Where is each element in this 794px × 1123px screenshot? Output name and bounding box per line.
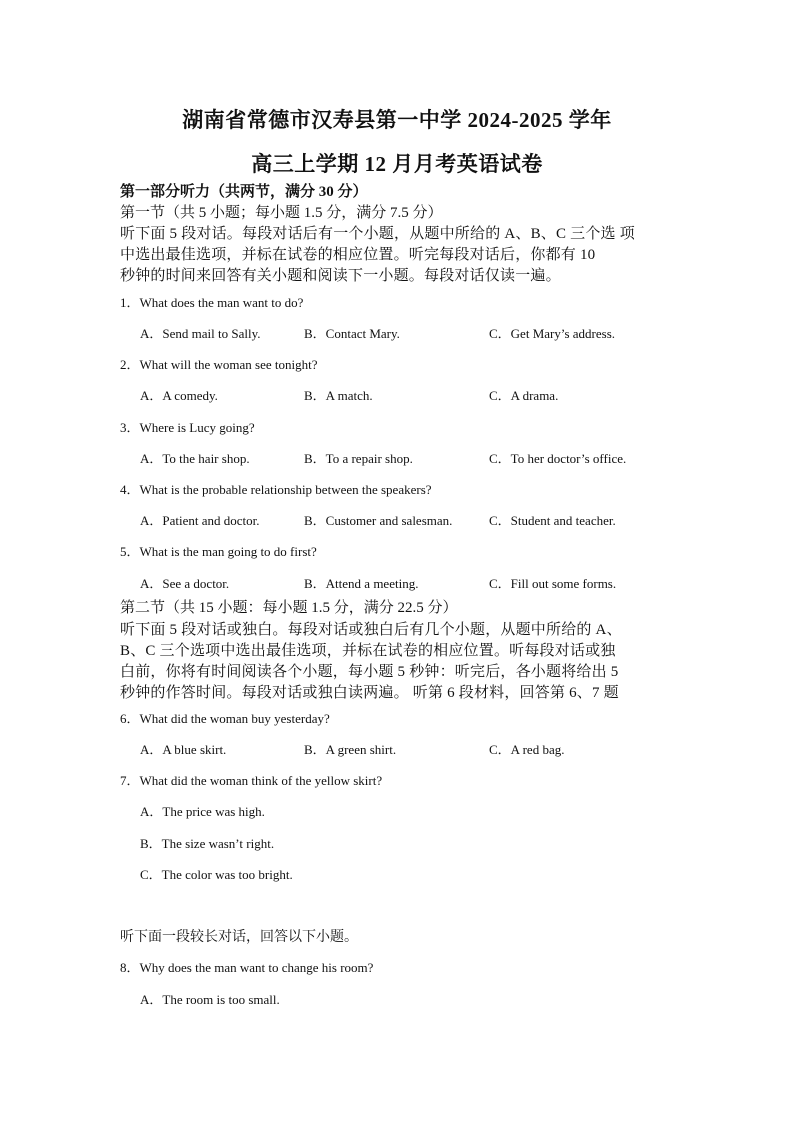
part1-heading: 第一部分听力（共两节，满分 30 分） — [120, 184, 368, 200]
document-title-line1: 湖南省常德市汉寿县第一中学 2024-2025 学年 — [182, 108, 612, 132]
question-4-option-c: C．Student and teacher. — [489, 513, 616, 528]
section2-instruction-line: 白前，你将有时间阅读各个小题，每小题 5 秒钟：听完后，各小题将给出 5 — [120, 664, 619, 680]
question-8-stem: 8．Why does the man want to change his room? — [120, 960, 374, 975]
question-2-option-c: C．A drama. — [489, 388, 559, 403]
question-3-option-c: C．To her doctor’s office. — [489, 451, 627, 466]
question-3-stem: 3．Where is Lucy going? — [120, 420, 255, 435]
question-2-option-a: A．A comedy. — [140, 388, 218, 403]
question-8-option-a: A．The room is too small. — [140, 992, 280, 1007]
section2-instruction-line: B、C 三个选项中选出最佳选项，并标在试卷的相应位置。听每段对话或独 — [120, 643, 616, 659]
section2-heading: 第二节（共 15 小题：每小题 1.5 分，满分 22.5 分） — [120, 600, 458, 616]
question-5-option-a: A．See a doctor. — [140, 576, 230, 591]
question-2-stem: 2．What will the woman see tonight? — [120, 357, 318, 372]
question-5-stem: 5．What is the man going to do first? — [120, 544, 317, 559]
section1-heading: 第一节（共 5 小题；每小题 1.5 分，满分 7.5 分） — [120, 205, 443, 221]
question-3-option-b: B．To a repair shop. — [304, 451, 413, 466]
question-1-option-b: B．Contact Mary. — [304, 326, 400, 341]
section2-instruction-line: 秒钟的作答时间。每段对话或独白读两遍。 听第 6 段材料，回答第 6、7 题 — [120, 685, 619, 701]
question-7-option-b: B．The size wasn’t right. — [140, 836, 275, 851]
question-1-option-c: C．Get Mary’s address. — [489, 326, 616, 341]
question-2-option-b: B．A match. — [304, 388, 373, 403]
question-7-option-c: C．The color was too bright. — [140, 867, 293, 882]
long-dialogue-note: 听下面一段较长对话，回答以下小题。 — [120, 930, 358, 945]
question-7-option-a: A．The price was high. — [140, 804, 265, 819]
section1-instruction-line: 中选出最佳选项，并标在试卷的相应位置。听完每段对话后，你都有 10 — [120, 247, 596, 263]
question-4-option-b: B．Customer and salesman. — [304, 513, 453, 528]
section1-instruction-line: 听下面 5 段对话。每段对话后有一个小题，从题中所给的 A、B、C 三个选 项 — [120, 226, 635, 242]
section1-instruction-line: 秒钟的时间来回答有关小题和阅读下一小题。每段对话仅读一遍。 — [120, 268, 561, 284]
document-title-line2: 高三上学期 12 月月考英语试卷 — [251, 152, 543, 176]
question-1-stem: 1．What does the man want to do? — [120, 295, 304, 310]
question-4-stem: 4．What is the probable relationship between the speakers? — [120, 482, 432, 497]
question-6-option-c: C．A red bag. — [489, 742, 565, 757]
question-6-option-b: B．A green shirt. — [304, 742, 397, 757]
question-6-stem: 6．What did the woman buy yesterday? — [120, 711, 330, 726]
question-5-option-c: C．Fill out some forms. — [489, 576, 617, 591]
question-7-stem: 7．What did the woman think of the yellow skirt? — [120, 773, 383, 788]
question-5-option-b: B．Attend a meeting. — [304, 576, 419, 591]
question-4-option-a: A．Patient and doctor. — [140, 513, 260, 528]
question-3-option-a: A．To the hair shop. — [140, 451, 250, 466]
section2-instruction-line: 听下面 5 段对话或独白。每段对话或独白后有几个小题，从题中所给的 A、 — [120, 622, 622, 638]
question-6-option-a: A．A blue skirt. — [140, 742, 227, 757]
question-1-option-a: A．Send mail to Sally. — [140, 326, 261, 341]
